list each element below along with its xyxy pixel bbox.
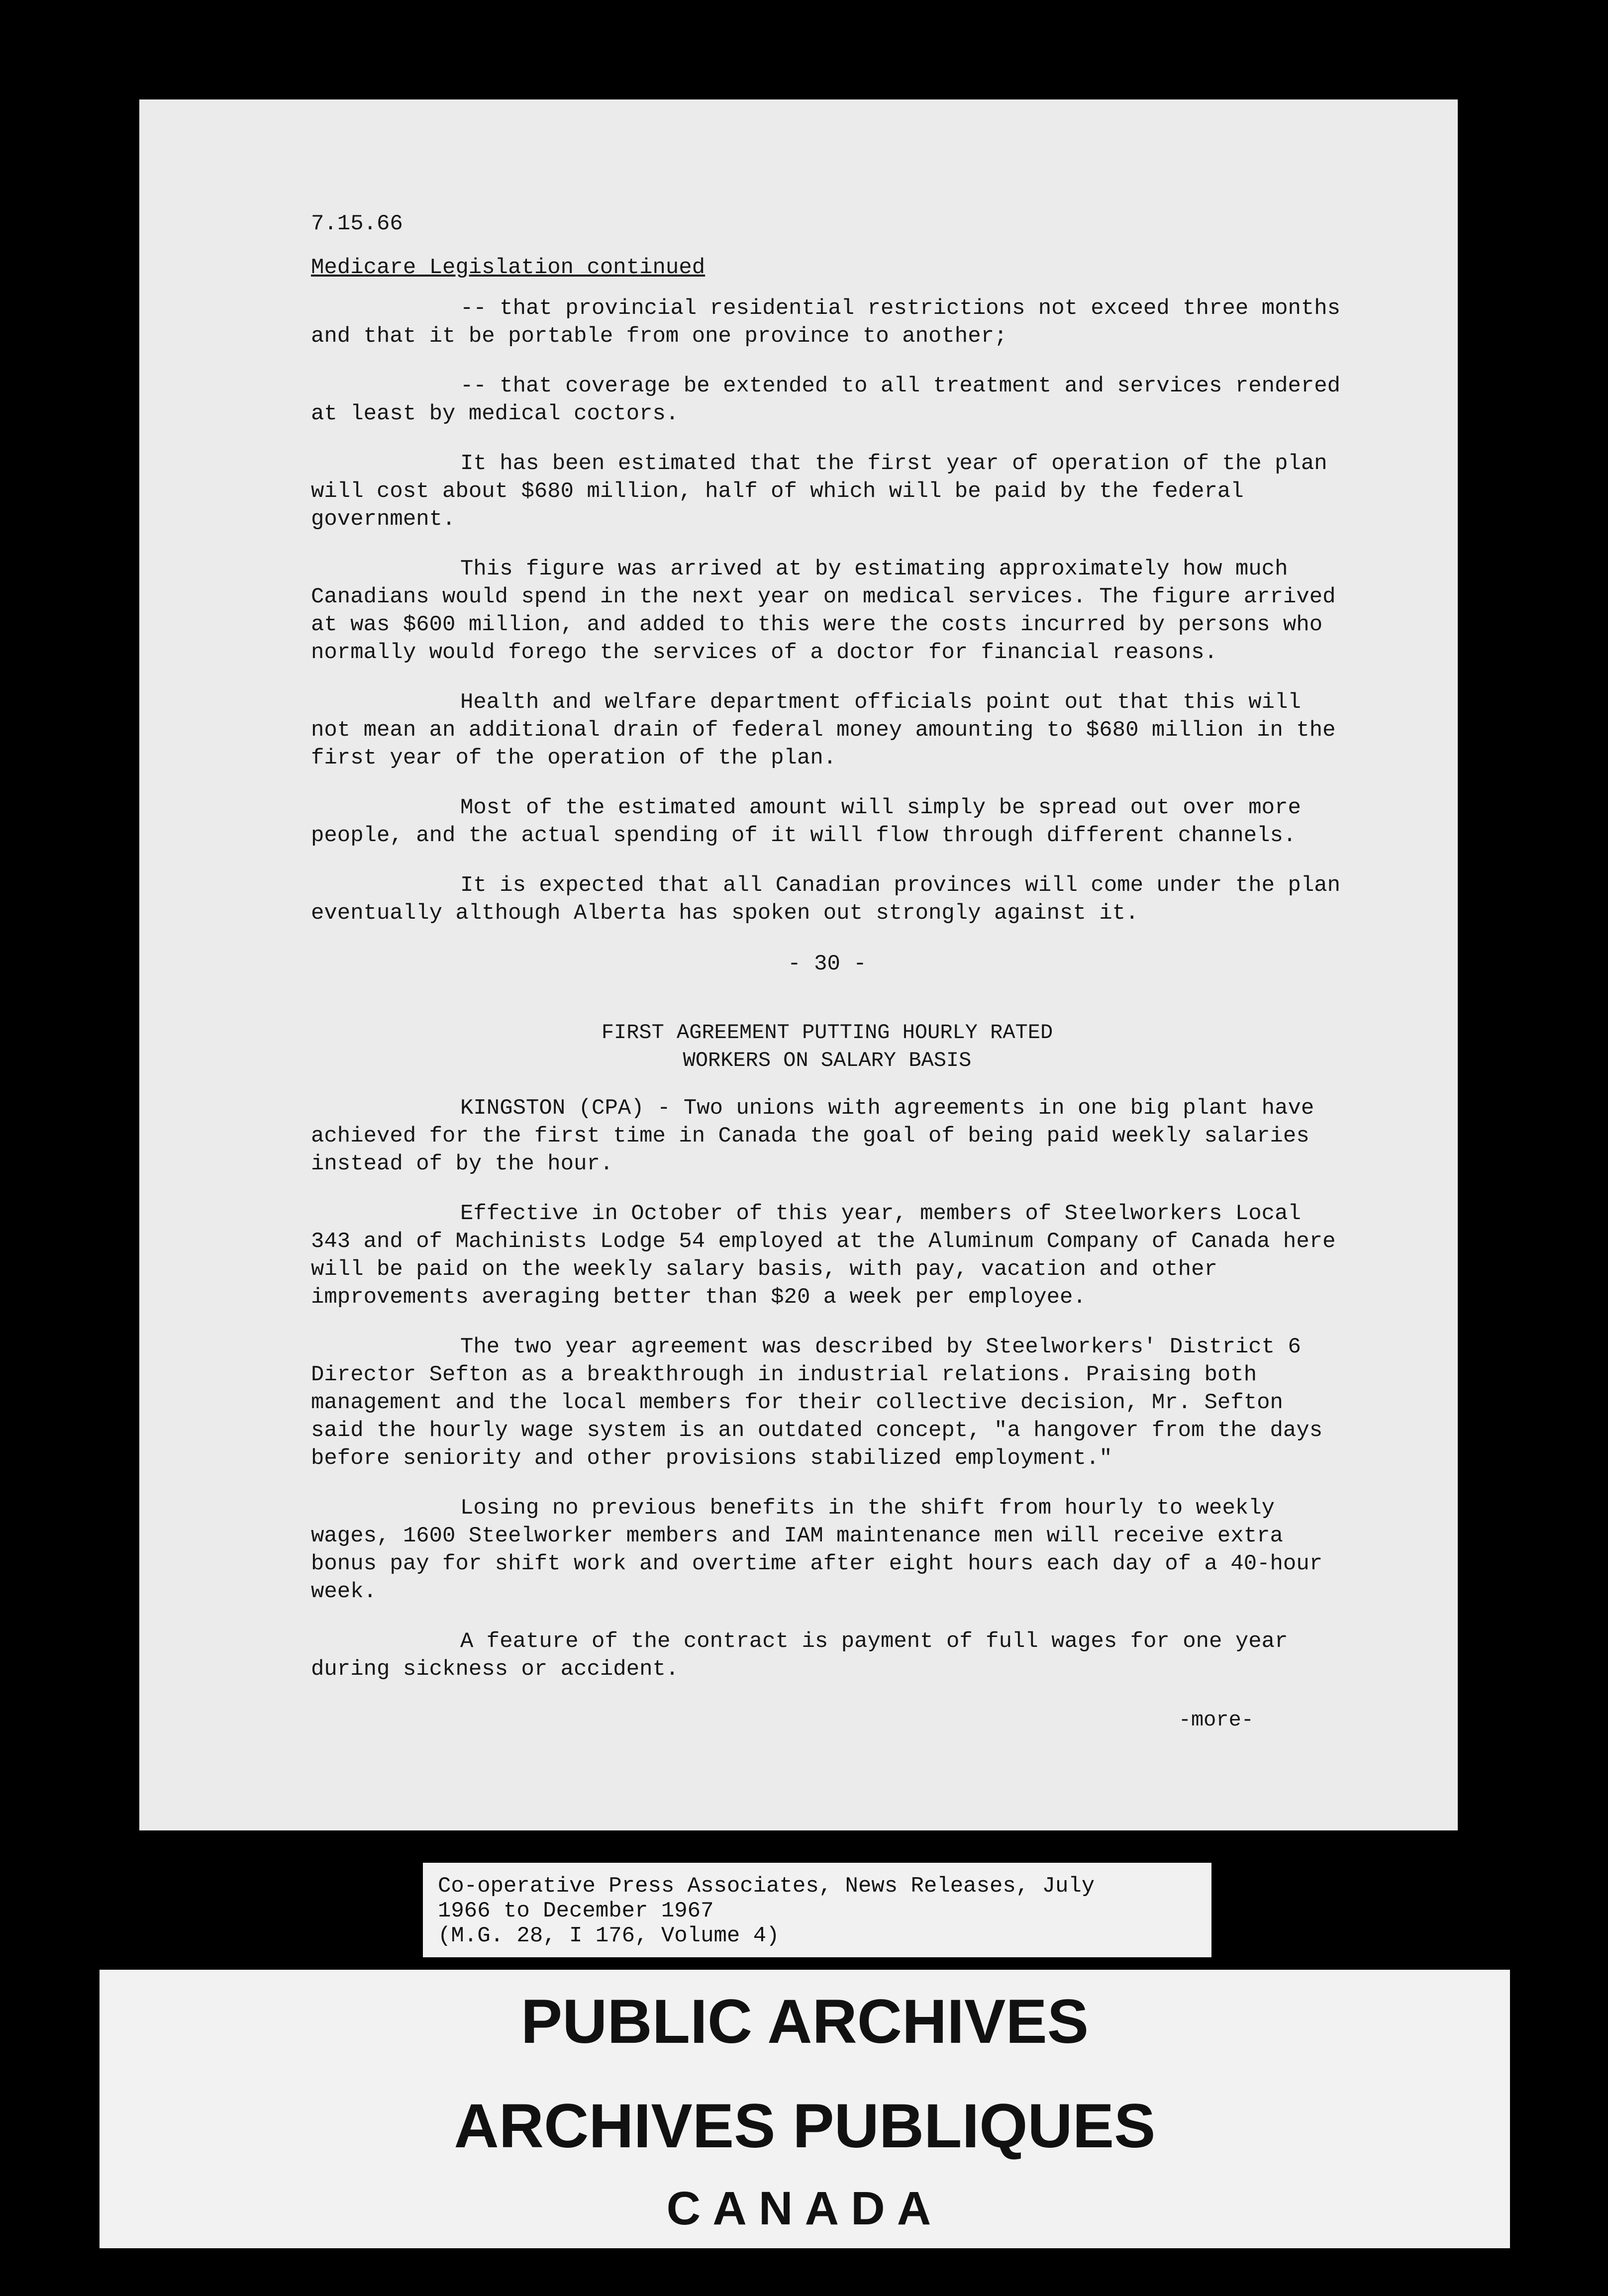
paragraph: Health and welfare department officials point out that this will not mean an additional drain of federal money amounting to $680 million in the first year of the operation of the plan.: [311, 690, 1336, 770]
label-line: Co-operative Press Associates, News Releases, July: [438, 1874, 1095, 1899]
paragraph: KINGSTON (CPA) - Two unions with agreements in one big plant have achieved for the first time in Canada the goal of being paid weekly salaries instead of by the hour.: [311, 1096, 1314, 1176]
document-date: 7.15.66: [311, 211, 403, 236]
archive-label: [423, 1863, 1211, 1957]
end-marker: - 30 -: [788, 952, 867, 976]
paragraph: Most of the estimated amount will simply be spread out over more people, and the actual spending of it will flow through different channels.: [311, 795, 1301, 848]
paragraph: Effective in October of this year, members of Steelworkers Local 343 and of Machinists Lodge 54 employed at the Aluminum Company of Canada here will be paid on the weekly salary basis, with pay, vacation and other improvements averaging better than $20 a week per employee.: [311, 1201, 1336, 1310]
paragraph: The two year agreement was described by Steelworkers' District 6 Director Sefton as a breakthrough in industrial relations. Praising both management and the local members for their collective decision, Mr. Sefton said the hourly wage system is an outdated concept, "a hangover from the days before seniority and other provisions stabilized employment.": [311, 1335, 1323, 1471]
label-line: (M.G. 28, I 176, Volume 4): [438, 1923, 780, 1948]
label-line: 1966 to December 1967: [438, 1899, 714, 1923]
paragraph: This figure was arrived at by estimating approximately how much Canadians would spend in the next year on medical services. The figure arrived at was $600 million, and added to this were the costs incurred by persons who normally would forego the services of a doctor for financial reasons.: [311, 557, 1336, 665]
headline-line: FIRST AGREEMENT PUTTING HOURLY RATED: [601, 1021, 1053, 1045]
document-page: [139, 99, 1458, 1830]
paragraph: A feature of the contract is payment of full wages for one year during sickness or accident.: [311, 1629, 1288, 1682]
paragraph: Losing no previous benefits in the shift from hourly to weekly wages, 1600 Steelworker members and IAM maintenance men will receive extra bonus pay for shift work and overtime after eight hours each day of a 40-hour week.: [311, 1496, 1323, 1604]
section-title: Medicare Legislation continued: [311, 255, 705, 280]
headline-line: WORKERS ON SALARY BASIS: [683, 1049, 972, 1072]
stamp-line: PUBLIC ARCHIVES: [520, 1987, 1089, 2056]
paragraph: It has been estimated that the first year of operation of the plan will cost about $680 million, half of which will be paid by the federal government.: [311, 451, 1327, 532]
paragraph: -- that provincial residential restrictions not exceed three months and that it be portable from one province to another;: [311, 296, 1341, 349]
stamp-line: ARCHIVES PUBLIQUES: [454, 2092, 1156, 2161]
more-marker: -more-: [1178, 1708, 1254, 1732]
archives-stamp: [100, 1970, 1510, 2248]
article-headline: [311, 1019, 1343, 1074]
paragraph: -- that coverage be extended to all treatment and services rendered at least by medical coctors.: [311, 374, 1341, 426]
paragraph: It is expected that all Canadian provinces will come under the plan eventually although Alberta has spoken out strongly against it.: [311, 873, 1341, 926]
stamp-line: CANADA: [666, 2182, 943, 2235]
